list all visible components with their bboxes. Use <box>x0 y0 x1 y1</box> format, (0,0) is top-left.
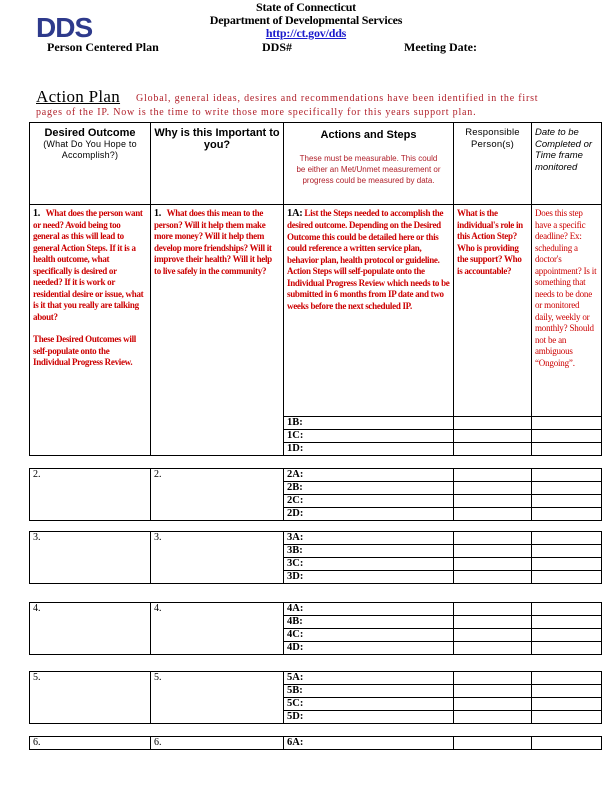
step-cell-1a[interactable] <box>284 205 454 417</box>
why-cell[interactable]: 2. <box>151 469 284 521</box>
step-cell[interactable]: 6A: <box>284 737 454 750</box>
outcome-table-6 <box>29 736 602 750</box>
responsible-cell-1d[interactable] <box>454 443 532 456</box>
responsible-cell-1c[interactable] <box>454 430 532 443</box>
outcome-cell[interactable]: 6. <box>30 737 151 750</box>
header-desired-outcome <box>30 123 151 205</box>
responsible-cell-1b[interactable] <box>454 417 532 430</box>
step-cell[interactable]: 5D: <box>284 711 454 724</box>
step-guidance-text: List the Steps needed to accomplish the desired outcome. Depending on the Desired Outcome this could be detailed here or this could reference a written service plan, behavior plan, health protocol or guideline. Action Steps will self-populate onto the Individual Progress Review which needs to be submitted in 6 months from IP date and two weeks before the next scheduled IP. <box>287 208 450 311</box>
date-cell-1c[interactable] <box>532 430 602 443</box>
why-cell[interactable]: 5. <box>151 672 284 724</box>
meeting-date-label: Meeting Date: <box>404 40 477 54</box>
outcome-number: 1. <box>33 208 40 219</box>
date-cell[interactable] <box>532 545 602 558</box>
responsible-cell[interactable] <box>454 642 532 655</box>
action-plan-table-1 <box>29 122 602 456</box>
step-cell[interactable]: 3B: <box>284 545 454 558</box>
responsible-cell[interactable] <box>454 698 532 711</box>
date-cell[interactable] <box>532 603 602 616</box>
responsible-cell-1a[interactable] <box>454 205 532 417</box>
step-cell[interactable]: 2C: <box>284 495 454 508</box>
date-cell[interactable] <box>532 571 602 584</box>
outcome-table-2 <box>29 468 602 521</box>
step-cell[interactable]: 2D: <box>284 508 454 521</box>
step-cell[interactable]: 5B: <box>284 685 454 698</box>
date-cell[interactable] <box>532 642 602 655</box>
table-row <box>30 532 602 545</box>
responsible-heading: Responsible Person(s) <box>465 127 520 150</box>
action-plan-intro-line2: pages of the IP. Now is the time to write those more specifically for this years support plan. <box>36 107 477 118</box>
date-cell-1b[interactable] <box>532 417 602 430</box>
table-row <box>30 672 602 685</box>
table-row <box>30 205 602 417</box>
date-cell[interactable] <box>532 737 602 750</box>
date-cell[interactable] <box>532 482 602 495</box>
date-cell[interactable] <box>532 469 602 482</box>
dds-website-link[interactable]: http://ct.gov/dds <box>265 26 347 40</box>
header-actions-steps <box>284 123 454 205</box>
table-row <box>30 737 602 750</box>
date-cell[interactable] <box>532 698 602 711</box>
step-cell[interactable]: 5A: <box>284 672 454 685</box>
logo-text: DDS <box>36 14 93 40</box>
date-cell[interactable] <box>532 558 602 571</box>
why-cell-1[interactable] <box>151 205 284 456</box>
outcome-table-5 <box>29 671 602 724</box>
step-cell[interactable]: 4C: <box>284 629 454 642</box>
step-cell[interactable]: 3C: <box>284 558 454 571</box>
date-cell-1a[interactable] <box>532 205 602 417</box>
outcome-cell[interactable]: 5. <box>30 672 151 724</box>
step-cell-1b[interactable]: 1B: <box>284 417 454 430</box>
outcome-cell-1[interactable] <box>30 205 151 456</box>
document-header <box>150 1 462 40</box>
responsible-cell[interactable] <box>454 469 532 482</box>
responsible-cell[interactable] <box>454 616 532 629</box>
actions-steps-note: These must be measurable. This could be either an Met/Unmet measurement or progress could be measured by data. <box>296 154 441 185</box>
outcome-guidance-note: These Desired Outcomes will self-populate onto the Individual Progress Review. <box>33 334 136 367</box>
state-name: State of Connecticut <box>256 0 356 14</box>
dds-logo <box>36 14 106 40</box>
why-cell[interactable]: 4. <box>151 603 284 655</box>
date-cell[interactable] <box>532 685 602 698</box>
plan-label: Person Centered Plan <box>47 40 159 54</box>
table-row <box>30 469 602 482</box>
step-cell[interactable]: 4A: <box>284 603 454 616</box>
why-number: 1. <box>154 208 161 219</box>
step-cell-1d[interactable]: 1D: <box>284 443 454 456</box>
responsible-cell[interactable] <box>454 603 532 616</box>
why-cell[interactable]: 6. <box>151 737 284 750</box>
desired-outcome-subheading: (What Do You Hope to Accomplish?) <box>43 139 137 160</box>
outcome-table-4 <box>29 602 602 655</box>
date-cell[interactable] <box>532 508 602 521</box>
outcome-cell[interactable]: 2. <box>30 469 151 521</box>
step-cell[interactable]: 2A: <box>284 469 454 482</box>
responsible-cell[interactable] <box>454 629 532 642</box>
date-cell[interactable] <box>532 711 602 724</box>
responsible-cell[interactable] <box>454 685 532 698</box>
date-cell[interactable] <box>532 629 602 642</box>
responsible-cell[interactable] <box>454 558 532 571</box>
date-cell[interactable] <box>532 495 602 508</box>
header-date-completed <box>532 123 602 205</box>
why-guidance-text: What does this mean to the person? Will it help them make more money? Will it help them develop more friendships? Will it improve their health? Will it help to live safely in the community? <box>154 208 272 276</box>
responsible-cell[interactable] <box>454 508 532 521</box>
date-completed-heading: Date to be Completed or Time frame monitored <box>535 127 593 173</box>
responsible-cell[interactable] <box>454 711 532 724</box>
step-cell[interactable]: 5C: <box>284 698 454 711</box>
actions-steps-heading: Actions and Steps <box>320 129 417 141</box>
responsible-cell[interactable] <box>454 532 532 545</box>
date-cell[interactable] <box>532 532 602 545</box>
responsible-cell[interactable] <box>454 495 532 508</box>
table-row <box>30 603 602 616</box>
date-guidance-text: Does this step have a specific deadline? Ex: scheduling a doctor's appointment? Is it something that needs to be done or monitored daily, weekly or monthly? Should not be an ambiguous “Ongoing”. <box>535 208 597 368</box>
header-why-important <box>151 123 284 205</box>
header-responsible <box>454 123 532 205</box>
step-cell[interactable]: 3D: <box>284 571 454 584</box>
action-plan-title: Action Plan <box>36 87 121 106</box>
responsible-cell[interactable] <box>454 571 532 584</box>
why-cell[interactable]: 3. <box>151 532 284 584</box>
responsible-cell[interactable] <box>454 672 532 685</box>
step-cell[interactable]: 4D: <box>284 642 454 655</box>
step-cell[interactable]: 4B: <box>284 616 454 629</box>
department-name: Department of Developmental Services <box>209 13 403 27</box>
responsible-cell[interactable] <box>454 482 532 495</box>
outcome-guidance-text: What does the person want or need? Avoid being too general as this will lead to general Action Steps. If it is a health outcome, what specifically is desired or needed? If it is work or residential desire or issue, what is it that you really are talking about? <box>33 208 144 322</box>
date-cell[interactable] <box>532 616 602 629</box>
why-important-heading: Why is this Important to you? <box>154 127 280 151</box>
responsible-guidance-text: What is the individual's role in this Action Step? Who is providing the support? Who is accountable? <box>457 208 523 276</box>
action-plan-intro-line1: Global, general ideas, desires and recommendations have been identified in the first <box>136 93 539 104</box>
date-cell-1d[interactable] <box>532 443 602 456</box>
step-cell-1c[interactable]: 1C: <box>284 430 454 443</box>
step-label: 1A: <box>287 208 303 219</box>
outcome-table-3 <box>29 531 602 584</box>
step-cell[interactable]: 2B: <box>284 482 454 495</box>
outcome-cell[interactable]: 3. <box>30 532 151 584</box>
outcome-cell[interactable]: 4. <box>30 603 151 655</box>
step-cell[interactable]: 3A: <box>284 532 454 545</box>
responsible-cell[interactable] <box>454 737 532 750</box>
table-header-row <box>30 123 602 205</box>
dds-number-label: DDS# <box>262 40 293 54</box>
desired-outcome-heading: Desired Outcome <box>44 127 136 139</box>
responsible-cell[interactable] <box>454 545 532 558</box>
date-cell[interactable] <box>532 672 602 685</box>
